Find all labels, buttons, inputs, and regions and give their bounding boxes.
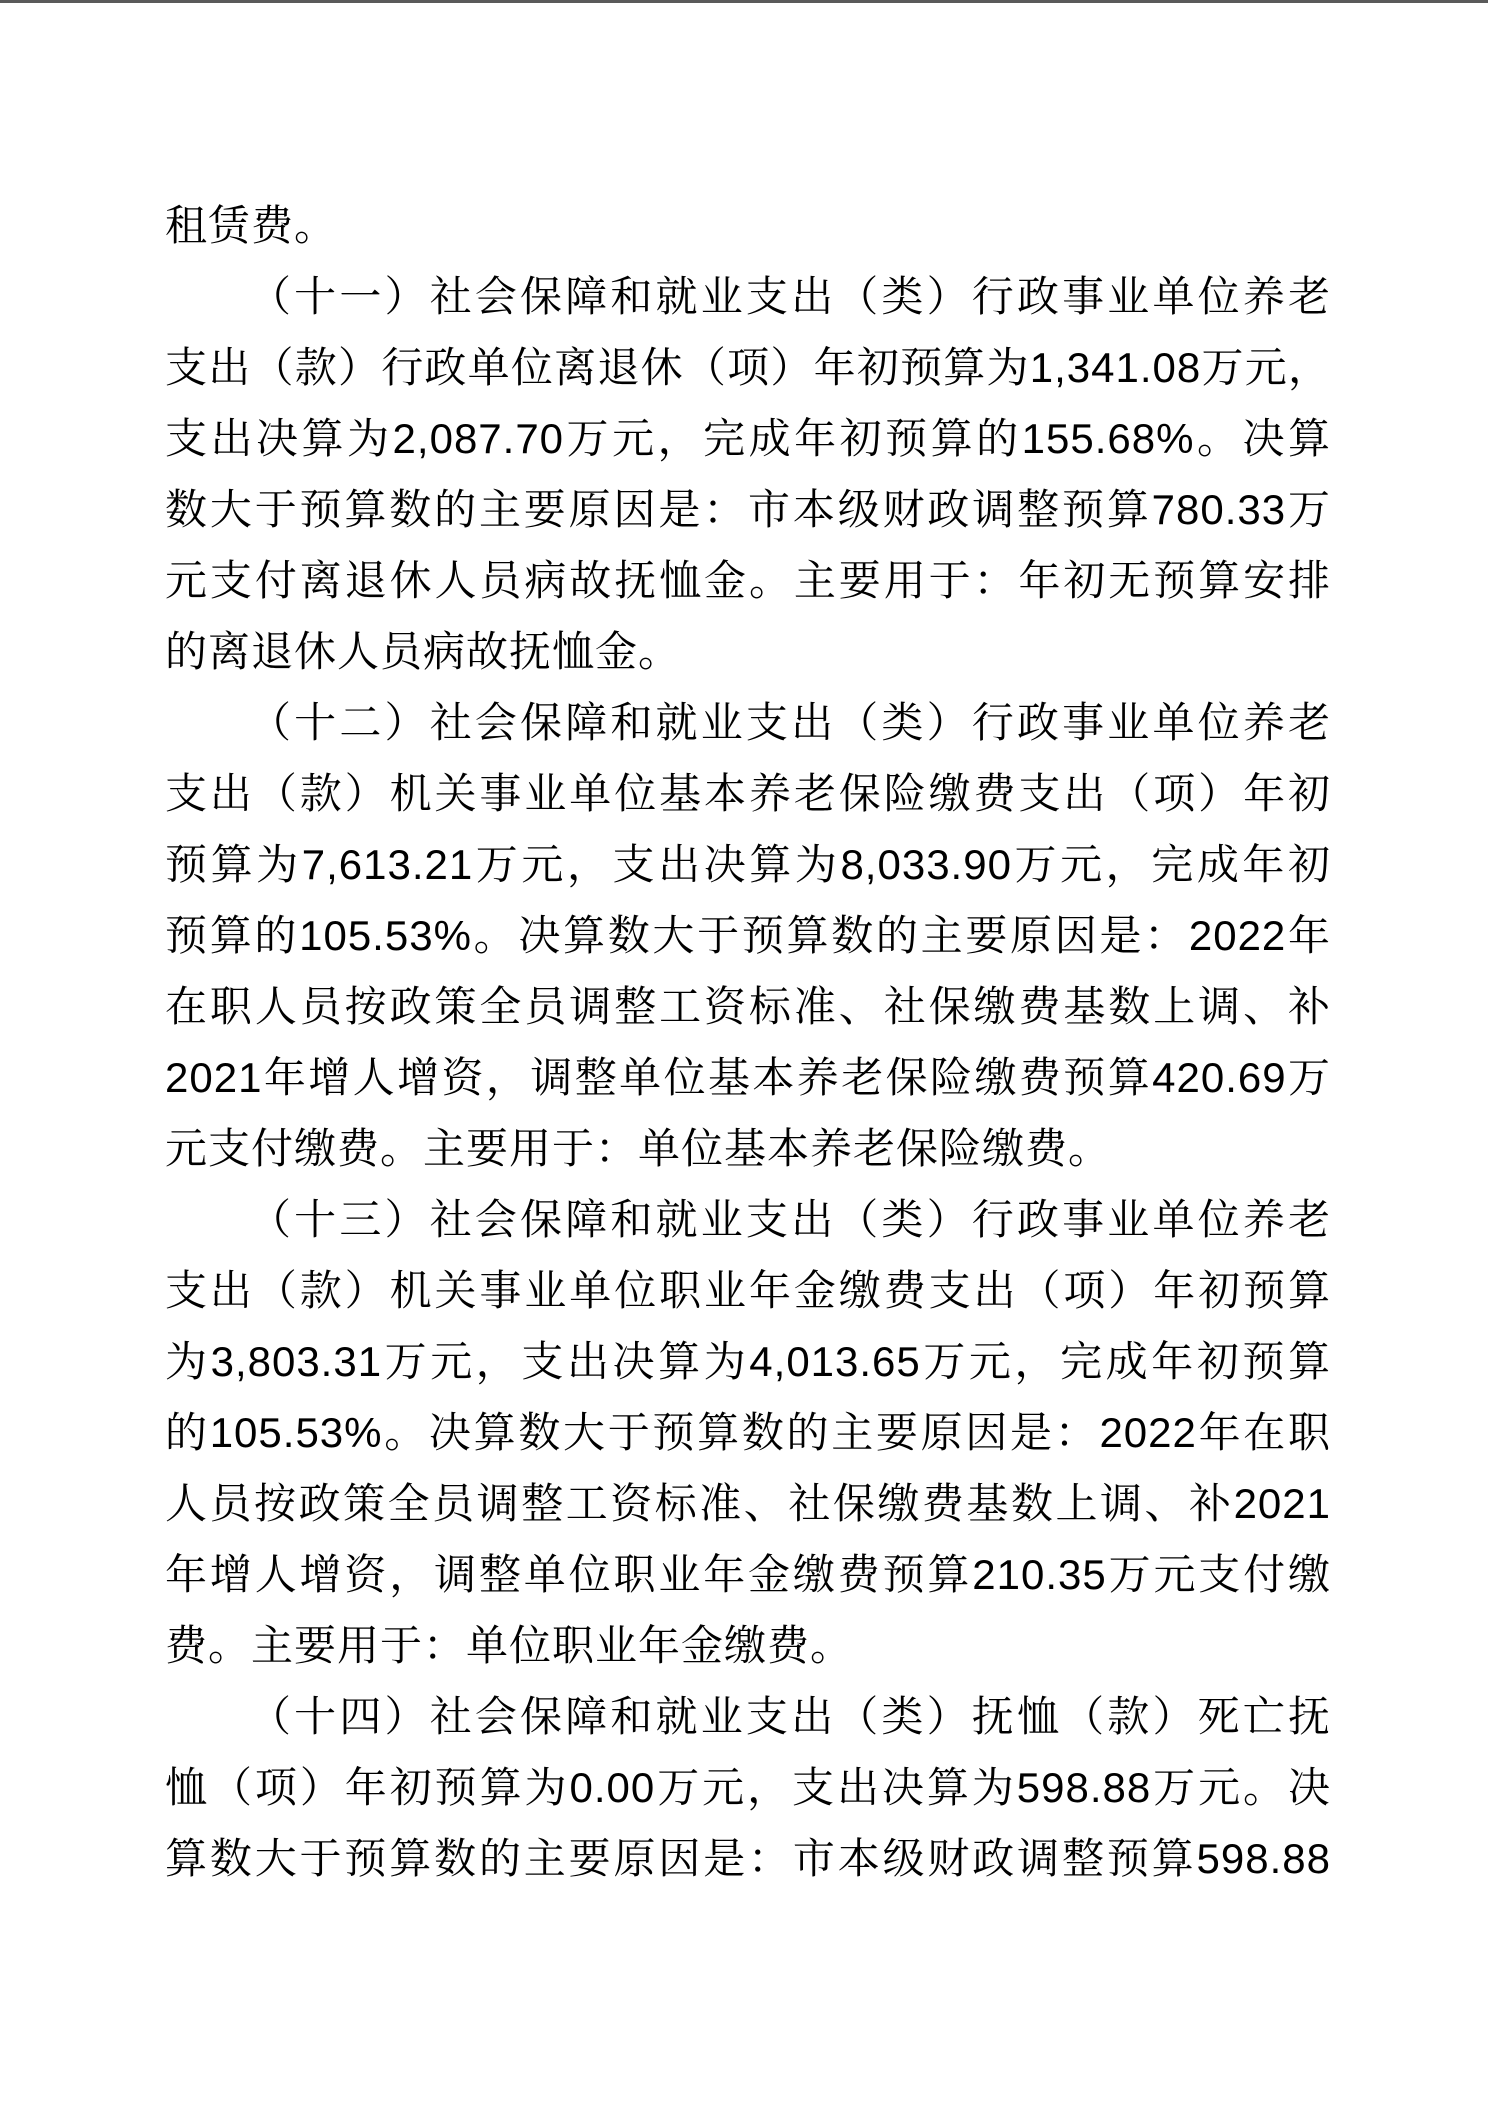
text-line: 为3,803.31万元，支出决算为4,013.65万元，完成年初预算 [165, 1338, 1331, 1385]
text-line: 费。主要用于：单位职业年金缴费。 [165, 1622, 854, 1669]
text-line: 元支付离退休人员病故抚恤金。主要用于：年初无预算安排 [165, 557, 1331, 604]
text-line: （十三）社会保障和就业支出（类）行政事业单位养老 [249, 1196, 1331, 1243]
text-line: （十一）社会保障和就业支出（类）行政事业单位养老 [249, 273, 1331, 320]
text-line: 预算为7,613.21万元，支出决算为8,033.90万元，完成年初 [165, 841, 1331, 888]
text-line: 的105.53%。决算数大于预算数的主要原因是：2022年在职 [165, 1409, 1331, 1456]
text-line: 在职人员按政策全员调整工资标准、社保缴费基数上调、补 [165, 983, 1331, 1030]
text-line: 租赁费。 [165, 202, 338, 249]
text-line: 2021年增人增资，调整单位基本养老保险缴费预算420.69万 [165, 1054, 1331, 1101]
text-line: 元支付缴费。主要用于：单位基本养老保险缴费。 [165, 1125, 1112, 1172]
text-line: 支出（款）机关事业单位职业年金缴费支出（项）年初预算 [165, 1267, 1331, 1314]
text-line: 年增人增资，调整单位职业年金缴费预算210.35万元支付缴 [165, 1551, 1331, 1598]
text-line: 恤（项）年初预算为0.00万元，支出决算为598.88万元。决 [165, 1764, 1331, 1811]
paragraph-carryover [165, 190, 1331, 261]
text-line: 数大于预算数的主要原因是：市本级财政调整预算780.33万 [165, 486, 1331, 533]
text-line: 人员按政策全员调整工资标准、社保缴费基数上调、补2021 [165, 1480, 1331, 1527]
text-line: （十二）社会保障和就业支出（类）行政事业单位养老 [249, 699, 1331, 746]
text-line: 的离退休人员病故抚恤金。 [165, 628, 682, 675]
text-line: 支出决算为2,087.70万元，完成年初预算的155.68%。决算 [165, 415, 1331, 462]
paragraph-item-12 [165, 687, 1331, 1184]
paragraph-item-13 [165, 1184, 1331, 1681]
text-line: 支出（款）行政单位离退休（项）年初预算为1,341.08万元， [165, 344, 1331, 391]
document-body [0, 3, 1488, 1894]
text-line: （十四）社会保障和就业支出（类）抚恤（款）死亡抚 [249, 1693, 1331, 1740]
text-line: 预算的105.53%。决算数大于预算数的主要原因是：2022年 [165, 912, 1331, 959]
text-line: 支出（款）机关事业单位基本养老保险缴费支出（项）年初 [165, 770, 1331, 817]
paragraph-item-11 [165, 261, 1331, 687]
text-line: 算数大于预算数的主要原因是：市本级财政调整预算598.88 [165, 1835, 1331, 1882]
paragraph-item-14 [165, 1681, 1331, 1894]
